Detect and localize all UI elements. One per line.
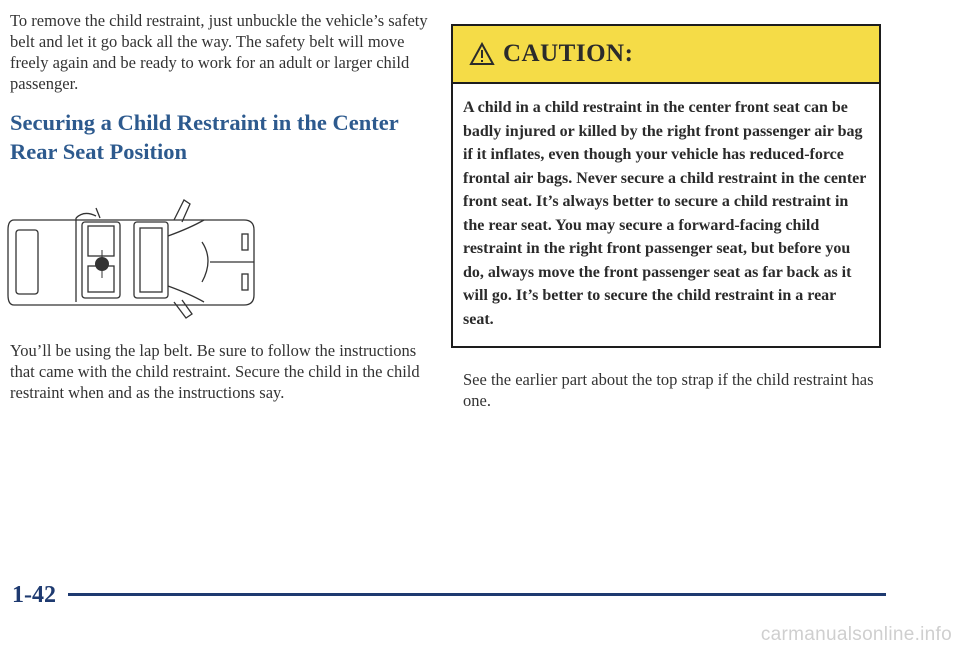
caution-title: CAUTION: [503,40,634,67]
lap-belt-paragraph: You’ll be using the lap belt. Be sure to follow the instructions that came with the child restraint. Secure the child in the child restraint when and as the instructions say. [10,341,420,402]
top-strap-paragraph: See the earlier part about the top strap if the child restraint has one. [463,370,874,410]
section-heading: Securing a Child Restraint in the Center Rear Seat Position [10,110,399,164]
footer-rule [68,593,886,596]
intro-paragraph: To remove the child restraint, just unbuckle the vehicle’s safety belt and let it go back all the way. The safety belt will move freely again and be ready to work for an adult or larger child passenger. [10,11,428,93]
page-number: 1-42 [12,582,56,608]
caution-box [451,24,881,348]
caution-header [453,26,879,84]
vehicle-top-view-diagram [4,190,264,320]
caution-text: A child in a child restraint in the center front seat can be badly injured or killed by the right front passenger air bag if it inflates, even though your vehicle has reduced-force frontal air bags. Never secure a child restraint in the center front seat. It’s always better to secure a child restraint in the rear seat. You may secure a forward-facing child restraint in the right front passenger seat, but before you do, always move the front passenger seat as far back as it will go. It’s better to secure the child restraint in a rear seat. [463,99,867,328]
left-column [10,10,430,166]
watermark: carmanualsonline.info [760,624,952,645]
top-strap-text [463,369,883,411]
warning-triangle-icon [469,42,495,66]
lap-belt-text [10,340,430,403]
